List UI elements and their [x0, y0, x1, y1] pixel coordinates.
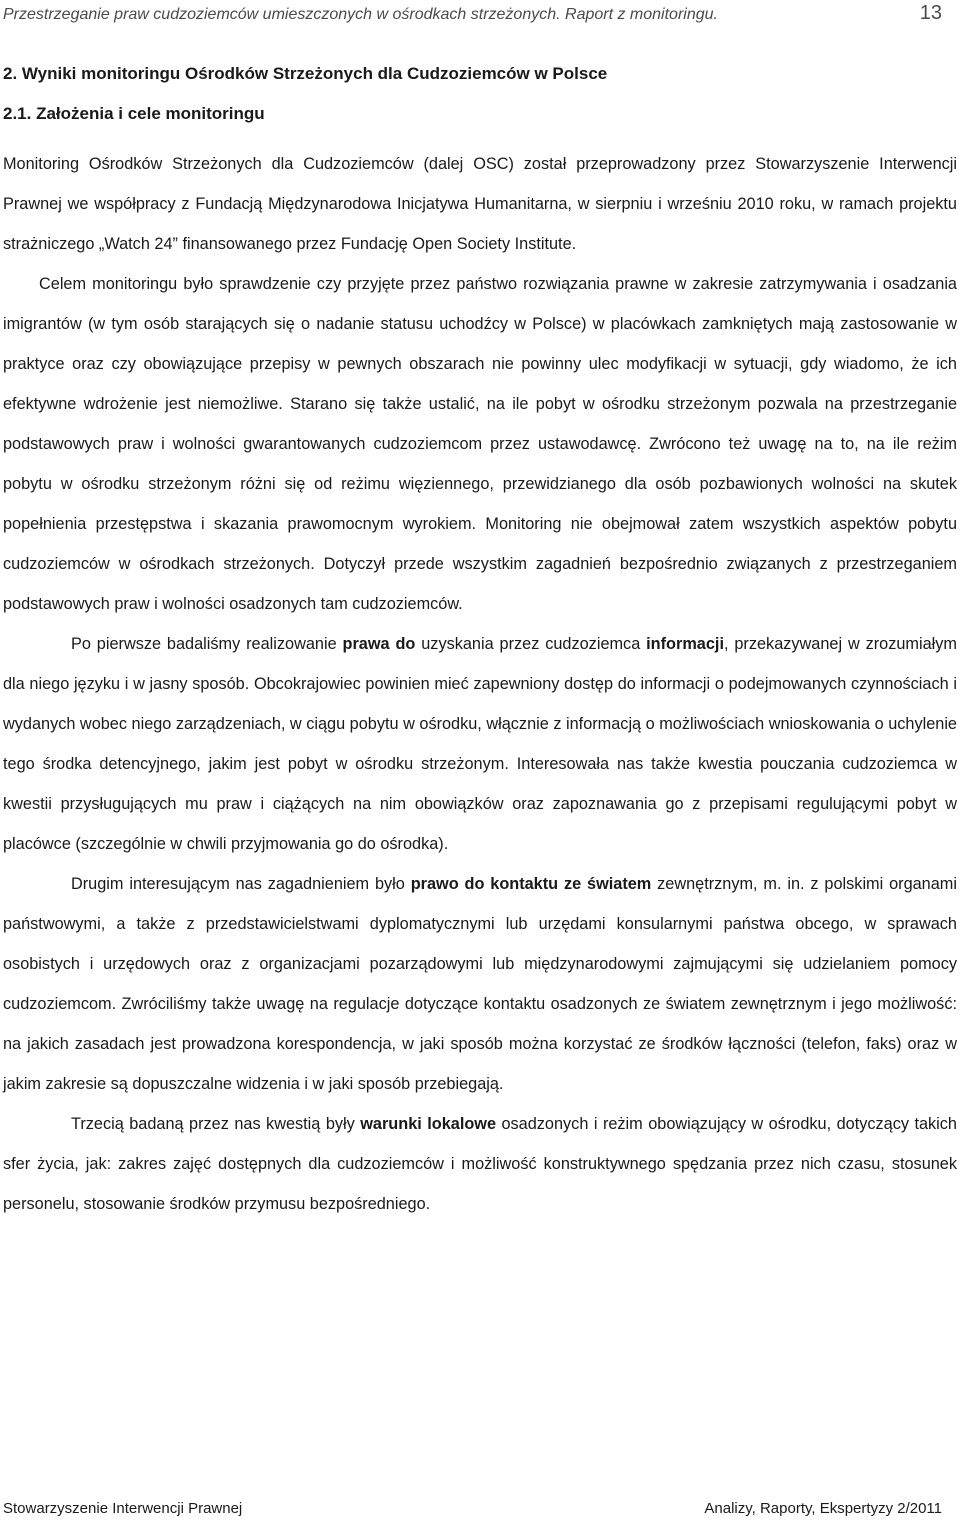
running-header [3, 2, 946, 30]
paragraph-3-text-b: uzyskania przez cudzoziemca [415, 635, 647, 653]
paragraph-3-text-a: Po pierwsze badaliśmy realizowanie [71, 635, 343, 653]
paragraph-5 [3, 1104, 957, 1224]
paragraph-3-bold-b: informacji [646, 635, 724, 653]
paragraph-5-text-a: Trzecią badaną przez nas kwestią były [71, 1115, 361, 1133]
section-heading: 2. Wyniki monitoringu Ośrodków Strzeżonych dla Cudzoziemców w Polsce [3, 64, 608, 83]
paragraph-3-bold-a: prawa do [342, 635, 416, 653]
paragraph-4-bold: prawo do kontaktu ze światem [410, 875, 652, 893]
paragraph-4 [3, 864, 957, 1104]
paragraph-3 [3, 624, 957, 864]
paragraph-4-text-a: Drugim interesującym nas zagadnieniem było [71, 875, 411, 893]
paragraph-2: Celem monitoringu było sprawdzenie czy przyjęte przez państwo rozwiązania prawne w zakresie zatrzymywania i osadzania imigrantów (w tym osób starających się o nadanie statusu uchodźcy w Polsce) w placówkach zamkniętych mają zastosowanie w praktyce oraz czy obowiązujące przepisy w pewnych obszarach nie powinny ulec modyfikacji w sytuacji, gdy wiadomo, że ich efektywne wdrożenie jest niemożliwe. Starano się także ustalić, na ile pobyt w ośrodku strzeżonym pozwala na przestrzeganie podstawowych praw i wolności gwarantowanych cudzoziemcom przez ustawodawcę. Zwrócono też uwagę na to, na ile reżim pobytu w ośrodku strzeżonym różni się od reżimu więziennego, przewidzianego dla osób pozbawionych wolności na skutek popełnienia przestępstwa i skazania prawomocnym wyrokiem. Monitoring nie obejmował zatem wszystkich aspektów pobytu cudzoziemców w ośrodkach strzeżonych. Dotyczył przede wszystkim zagadnień bezpośrednio związanych z przestrzeganiem podstawowych praw i wolności osadzonych tam cudzoziemców. [3, 275, 957, 613]
paragraph-5-bold: warunki lokalowe [360, 1115, 497, 1133]
page-footer [3, 1500, 942, 1522]
page-number: 13 [919, 2, 942, 24]
header-title: Przestrzeganie praw cudzoziemców umieszczonych w ośrodkach strzeżonych. Raport z monitoringu. [3, 6, 718, 23]
subsection-heading: 2.1. Założenia i cele monitoringu [3, 104, 265, 123]
paragraph-5-text-b: osadzonych i reżim obowiązujący w ośrodku, dotyczący takich sfer życia, jak: zakres zajęć dostępnych dla cudzoziemców i możliwość konstruktywnego spędzania przez nich czasu, stosunek personelu, stosowanie środków przymusu bezpośredniego. [3, 1115, 957, 1213]
paragraph-3-text-c: , przekazywanej w zrozumiałym dla niego języku i w jasny sposób. Obcokrajowiec powinien mieć zapewniony dostęp do informacji o podejmowanych czynnościach i wydanych wobec niego zarządzeniach, w ciągu pobytu w ośrodku, włącznie z informacją o możliwościach wnioskowania o uchylenie tego środka detencyjnego, jakim jest pobyt w ośrodku strzeżonym. Interesowała nas także kwestia pouczania cudzoziemca w kwestii przysługujących mu praw i ciążących na nim obowiązków oraz zapoznawania go z przepisami regulującymi pobyt w placówce (szczególnie w chwili przyjmowania go do ośrodka). [3, 635, 957, 853]
paragraph-4-text-b: zewnętrznym, m. in. z polskimi organami państwowymi, a także z przedstawicielstwami dyplomatycznymi lub urzędami konsularnymi państwa obcego, w sprawach osobistych i urzędowych oraz z organizacjami pozarządowymi lub międzynarodowymi zajmującymi się udzielaniem pomocy cudzoziemcom. Zwróciliśmy także uwagę na regulacje dotyczące kontaktu osadzonych ze światem zewnętrznym i jego możliwość: na jakich zasadach jest prowadzona korespondencja, w jaki sposób można korzystać ze środków łączności (telefon, faks) oraz w jakim zakresie są dopuszczalne widzenia i w jaki sposób przebiegają. [3, 875, 957, 1093]
footer-organization: Stowarzyszenie Interwencji Prawnej [3, 1500, 243, 1517]
body-text [3, 144, 957, 1224]
footer-series: Analizy, Raporty, Ekspertyzy 2/2011 [704, 1500, 942, 1517]
paragraph-1: Monitoring Ośrodków Strzeżonych dla Cudzoziemców (dalej OSC) został przeprowadzony przez Stowarzyszenie Interwencji Prawnej we współpracy z Fundacją Międzynarodowa Inicjatywa Humanitarna, w sierpniu i wrześniu 2010 roku, w ramach projektu strażniczego „Watch 24” finansowanego przez Fundację Open Society Institute. [3, 155, 957, 253]
